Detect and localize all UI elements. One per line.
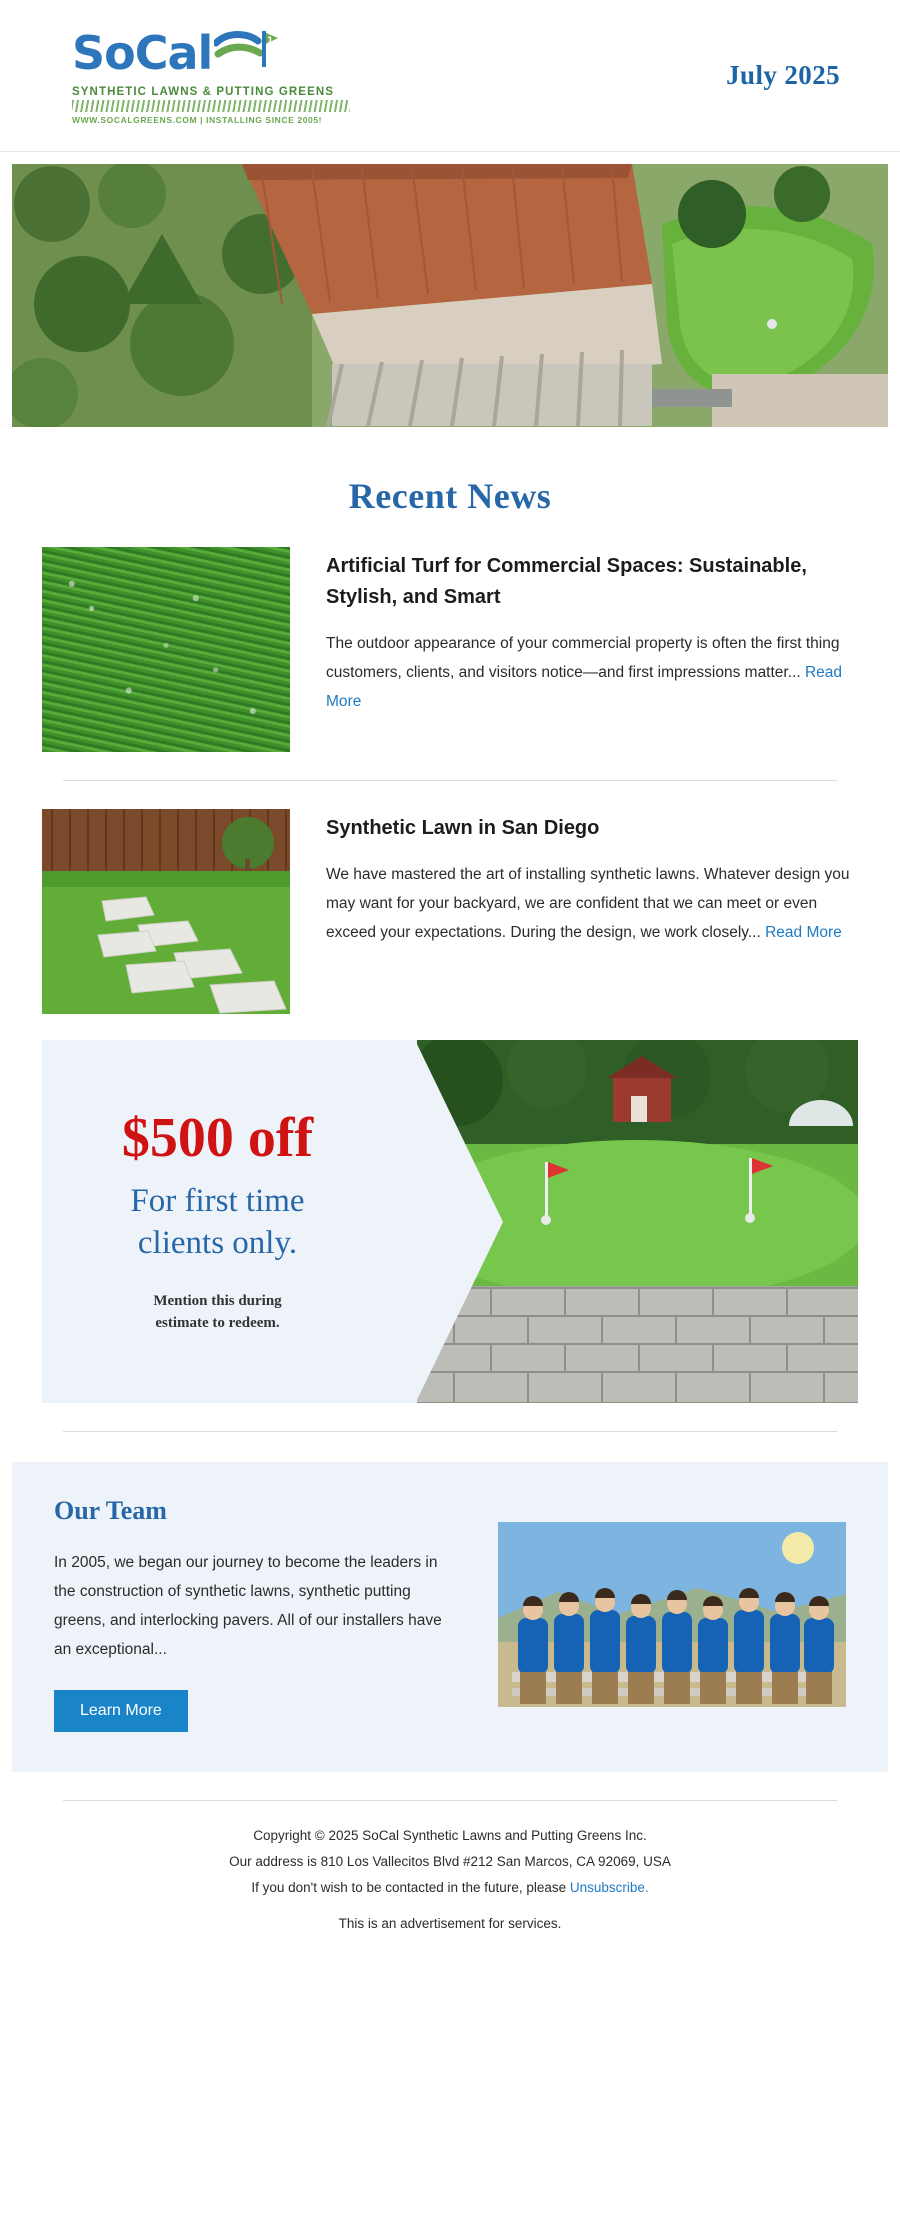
golf-flag-swoosh-icon — [214, 27, 278, 80]
article-thumbnail[interactable] — [42, 809, 290, 1014]
promo-note-1: Mention this during — [153, 1292, 282, 1309]
divider — [63, 780, 837, 781]
article-item — [0, 809, 900, 1014]
logo-wordmark — [72, 27, 402, 80]
article-item — [0, 547, 900, 752]
hero-image — [12, 164, 888, 427]
grass-divider-icon — [72, 100, 350, 112]
article-excerpt: We have mastered the art of installing synthetic lawns. Whatever design you may want for your backyard, we are confident that we can meet or even exceed your expectations. During the design, we work closely... — [326, 866, 850, 941]
logo-tagline: SYNTHETIC LAWNS & PUTTING GREENS — [72, 85, 335, 98]
logo-text: SoCal — [72, 26, 213, 80]
footer-address: Our address is 810 Los Vallecitos Blvd #212 San Marcos, CA 92069, USA — [229, 1854, 671, 1869]
read-more-link[interactable]: Read More — [326, 664, 843, 710]
article-title[interactable]: Synthetic Lawn in San Diego — [326, 817, 600, 839]
footer-unsubscribe-line — [0, 1875, 900, 1901]
footer — [0, 1823, 900, 1971]
page-title: Recent News — [348, 476, 552, 516]
backyard-lawn-image — [42, 809, 290, 1014]
team-photo-image — [498, 1522, 846, 1707]
team-title: Our Team — [54, 1496, 167, 1525]
issue-date: July 2025 — [726, 60, 840, 90]
turf-closeup-image — [42, 547, 290, 752]
promo-line-1: For first time — [130, 1182, 305, 1219]
promo-amount: $500 off — [121, 1106, 314, 1169]
article-title[interactable]: Artificial Turf for Commercial Spaces: Sustainable, Stylish, and Smart — [326, 555, 807, 608]
hero-illustration — [12, 164, 888, 427]
learn-more-button[interactable]: Learn More — [54, 1690, 188, 1732]
brand-logo[interactable] — [72, 27, 402, 125]
unsubscribe-link[interactable]: Unsubscribe. — [569, 1880, 649, 1895]
article-excerpt: The outdoor appearance of your commercial property is often the first thing customers, clients, and visitors notice—and first impressions matter... — [326, 635, 840, 681]
team-description: In 2005, we began our journey to become the leaders in the construction of synthetic lawns, synthetic putting greens, and interlocking pavers. All of our installers have an exceptional... — [54, 1554, 442, 1658]
footer-unsubscribe-text: If you don't wish to be contacted in the future, please — [251, 1880, 570, 1895]
logo-url-line: WWW.SOCALGREENS.COM | INSTALLING SINCE 2005! — [72, 114, 323, 125]
header — [0, 0, 900, 152]
promo-banner[interactable] — [42, 1040, 858, 1403]
divider — [63, 1800, 837, 1801]
read-more-link[interactable]: Read More — [765, 924, 842, 941]
team-photo — [498, 1522, 846, 1707]
svg-text:1: 1 — [267, 35, 273, 46]
divider — [63, 1431, 837, 1432]
article-thumbnail[interactable] — [42, 547, 290, 752]
promo-text-panel — [42, 1040, 417, 1403]
promo-line-2: clients only. — [137, 1224, 298, 1261]
promo-note-2: estimate to redeem. — [155, 1314, 280, 1331]
team-section — [12, 1462, 888, 1772]
footer-copyright: Copyright © 2025 SoCal Synthetic Lawns and Putting Greens Inc. — [253, 1828, 647, 1843]
footer-advertisement-note: This is an advertisement for services. — [338, 1916, 562, 1931]
